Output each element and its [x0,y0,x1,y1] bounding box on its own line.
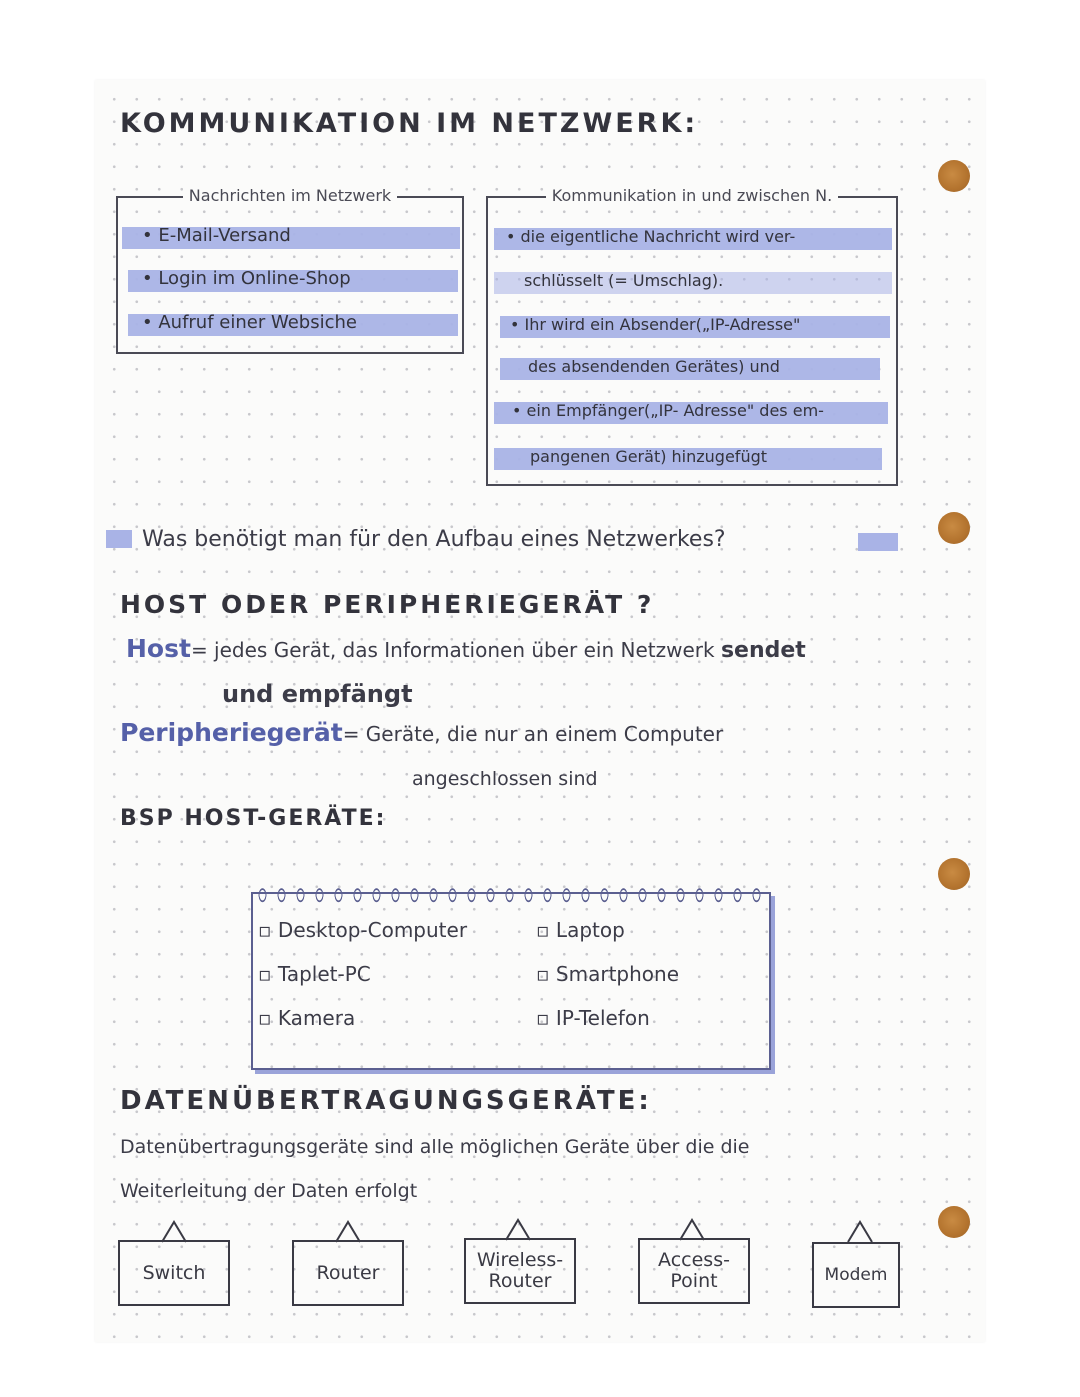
text-line: schlüsselt (= Umschlag). [524,271,724,290]
peripheral-definition: Peripheriegerät= Geräte, die nur an einem Computer [120,718,724,747]
peripheral-definition-cont: angeschlossen sind [412,768,598,790]
hook-icon [506,1220,530,1240]
communication-box-caption: Kommunikation in und zwischen N. [488,186,896,205]
text-line: des absendenden Gerätes) und [528,357,780,376]
messages-box-caption: Nachrichten im Netzwerk [118,186,462,205]
text-line: • ein Empfänger(„IP- Adresse" des em- [512,401,824,420]
host-heading: HOST ODER PERIPHERIEGERÄT ? [120,590,655,619]
device-switch: Switch [118,1240,230,1306]
device-access-point: Access-Point [638,1238,750,1304]
host-definition: Host= jedes Gerät, das Informationen über ein Netzwerk sendet [126,634,806,663]
list-item: ▫ Desktop-Computer [258,918,468,942]
list-item: ▫ IP-Telefon [536,1006,650,1030]
question-text: Was benötigt man für den Aufbau eines Netzwerkes? [142,527,726,552]
list-item: ▫ Smartphone [536,962,680,986]
hook-icon [848,1222,872,1242]
host-definition-cont: und empfängt [222,680,413,708]
list-item: ▫ Laptop [536,918,625,942]
list-item: • Aufruf einer Websiche [142,312,357,333]
device-router: Router [292,1240,404,1306]
list-item: • Login im Online-Shop [142,268,351,289]
transfer-heading: DATENÜBERTRAGUNGSGERÄTE: [120,1086,652,1116]
transfer-text: Weiterleitung der Daten erfolgt [120,1180,418,1202]
hook-icon [680,1220,704,1240]
page-title: KOMMUNIKATION IM NETZWERK: [120,108,699,139]
hook-icon [162,1222,186,1242]
list-item: ▫ Kamera [258,1006,356,1030]
device-wireless-router: Wireless-Router [464,1238,576,1304]
transfer-text: Datenübertragungsgeräte sind alle möglichen Geräte über die die [120,1136,750,1158]
text-line: • Ihr wird ein Absender(„IP-Adresse" [510,315,801,334]
text-line: pangenen Gerät) hinzugefügt [530,447,768,466]
examples-heading: BSP HOST-GERÄTE: [120,806,387,831]
hook-icon [336,1222,360,1242]
list-item: • E-Mail-Versand [142,225,291,246]
text-line: • die eigentliche Nachricht wird ver- [506,227,796,246]
device-modem: Modem [812,1242,900,1308]
list-item: ▫ Taplet-PC [258,962,371,986]
